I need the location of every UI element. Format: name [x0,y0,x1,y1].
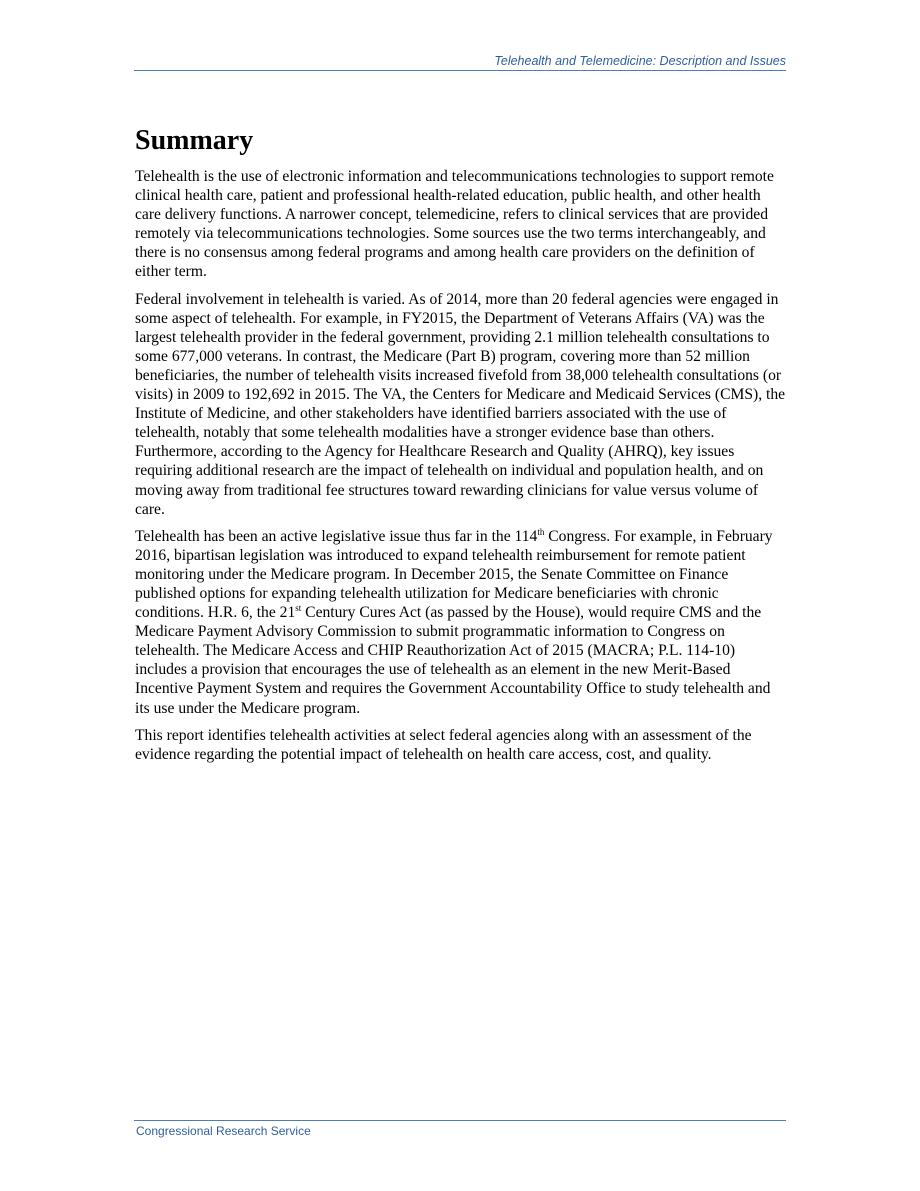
paragraph-legislation [135,527,787,718]
paragraph-federal-involvement: Federal involvement in telehealth is varied. As of 2014, more than 20 federal agencies were engaged in some aspect of telehealth. For example, in FY2015, the Department of Veterans Affairs (VA) was the largest telehealth provider in the federal government, providing 2.1 million telehealth consultations to some 677,000 veterans. In contrast, the Medicare (Part B) program, covering more than 52 million beneficiaries, the number of telehealth visits increased fivefold from 38,000 telehealth consultations (or visits) in 2009 to 192,692 in 2015. The VA, the Centers for Medicare and Medicaid Services (CMS), the Institute of Medicine, and other stakeholders have identified barriers associated with the use of telehealth, notably that some telehealth modalities have a stronger evidence base than others. Furthermore, according to the Agency for Healthcare Research and Quality (AHRQ), key issues requiring additional research are the impact of telehealth on individual and population health, and on moving away from traditional fee structures toward rewarding clinicians for value versus volume of care. [135,290,786,518]
section-heading: Summary [135,125,254,156]
report-content [135,124,787,772]
page-header [134,54,786,71]
superscript-th: th [537,526,545,537]
legislation-text-part3: Century Cures Act (as passed by the House), would require CMS and the Medicare Payment Advisory Commission to submit programmatic information to Congress on telehealth. The Medicare Access and CHIP Reauthorization Act of 2015 (MACRA; P.L. 114-10) includes a provision that encourages the use of telehealth as an element in the new Merit-Based Incentive Payment System and requires the Government Accountability Office to study telehealth and its use under the Medicare program. [135,604,771,717]
paragraph-definition: Telehealth is the use of electronic information and telecommunications technologies to support remote clinical health care, patient and professional health-related education, public health, and other health care delivery functions. A narrower concept, telemedicine, refers to clinical services that are provided remotely via telecommunications technologies. Some sources use the two terms interchangeably, and there is no consensus among federal programs and among health care providers on the definition of either term. [135,168,774,281]
running-title: Telehealth and Telemedicine: Description and Issues [494,54,786,68]
legislation-text-part2: Congress. For example, in February 2016, bipartisan legislation was introduced to expand telehealth reimbursement for remote patient monitoring under the Medicare program. In December 2015, the Senate Committee on Finance published options for expanding telehealth utilization for Medicare beneficiaries with chronic conditions. H.R. 6, the 21 [135,527,773,622]
superscript-st: st [295,603,302,614]
page-footer [134,1120,786,1138]
legislation-text-part1: Telehealth has been an active legislative issue thus far in the 114 [135,527,538,545]
paragraph-report-scope: This report identifies telehealth activities at select federal agencies along with an assessment of the evidence regarding the potential impact of telehealth on health care access, cost, and quality. [135,726,752,763]
footer-source: Congressional Research Service [136,1124,311,1138]
